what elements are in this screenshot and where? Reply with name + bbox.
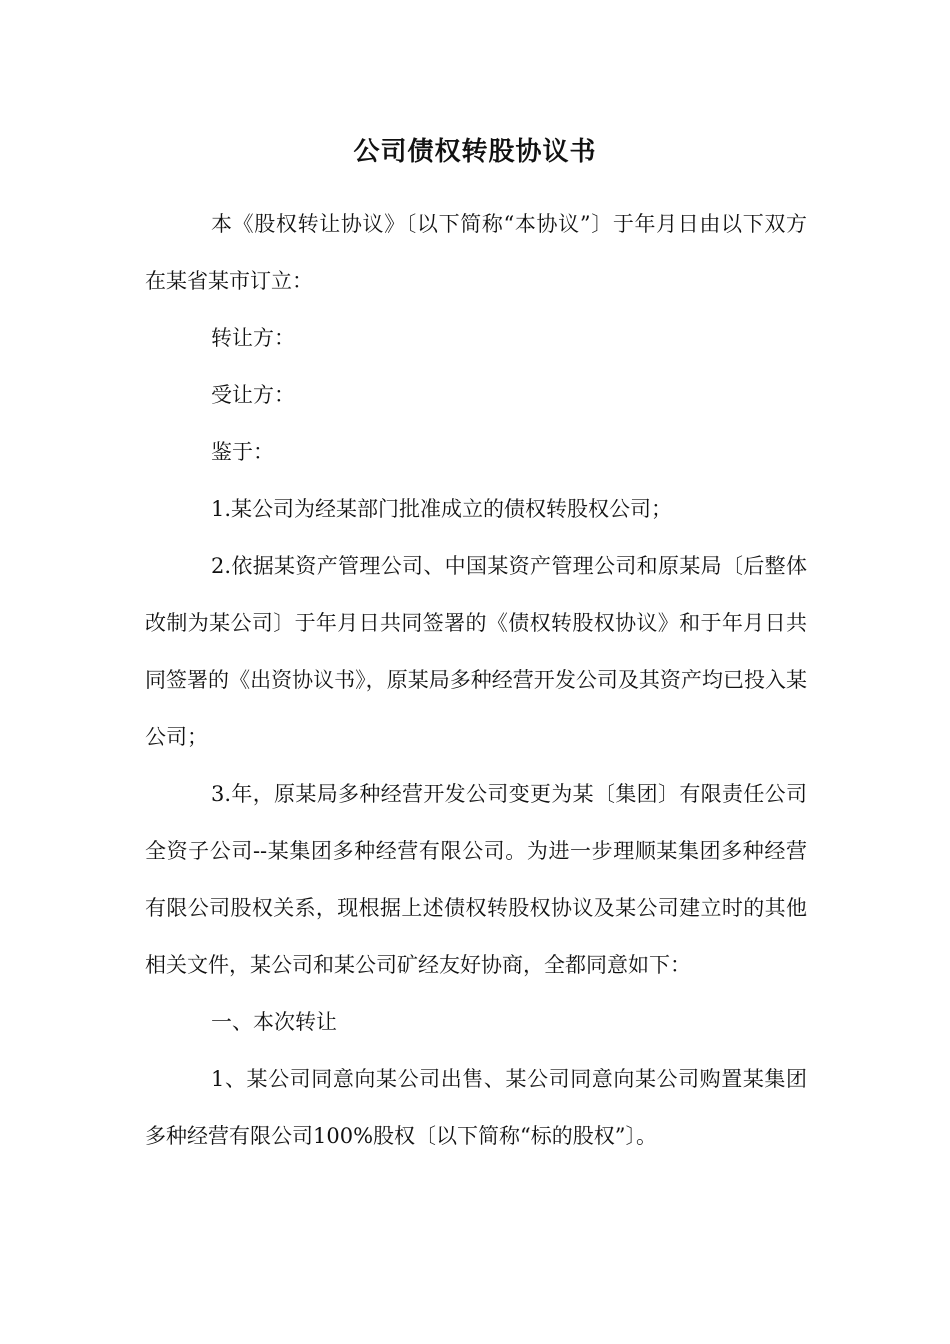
paragraph-transferee: 受让方：: [211, 383, 295, 407]
paragraph-recital-1: 1.某公司为经某部门批准成立的债权转股权公司；: [211, 497, 673, 521]
paragraph-intro: 本《股权转让协议》〔以下简称“本协议”〕于年月日由以下双方在某省某市订立：: [145, 212, 807, 293]
document-body: [145, 196, 807, 1165]
paragraph-recital-2: 2.依据某资产管理公司、中国某资产管理公司和原某局〔后整体改制为某公司〕于年月日共同签署的《债权转股权协议》和于年月日共同签署的《出资协议书》，原某局多种经营开发公司及其资产均已投入某公司；: [145, 554, 807, 749]
document-title: 公司债权转股协议书: [353, 137, 597, 167]
section-heading-1: 一、本次转让: [211, 1010, 337, 1034]
paragraph-recital-3: 3.年，原某局多种经营开发公司变更为某〔集团〕有限责任公司全资子公司--某集团多种经营有限公司。为进一步理顺某集团多种经营有限公司股权关系，现根据上述债权转股权协议及某公司建立时的其他相关文件，某公司和某公司矿经友好协商，全都同意如下：: [145, 782, 807, 977]
paragraph-clause-1: 1、某公司同意向某公司出售、某公司同意向某公司购置某集团多种经营有限公司100%股权〔以下简称“标的股权”〕。: [145, 1067, 807, 1148]
paragraph-transferor: 转让方：: [211, 326, 295, 350]
paragraph-whereas: 鉴于：: [211, 440, 274, 464]
